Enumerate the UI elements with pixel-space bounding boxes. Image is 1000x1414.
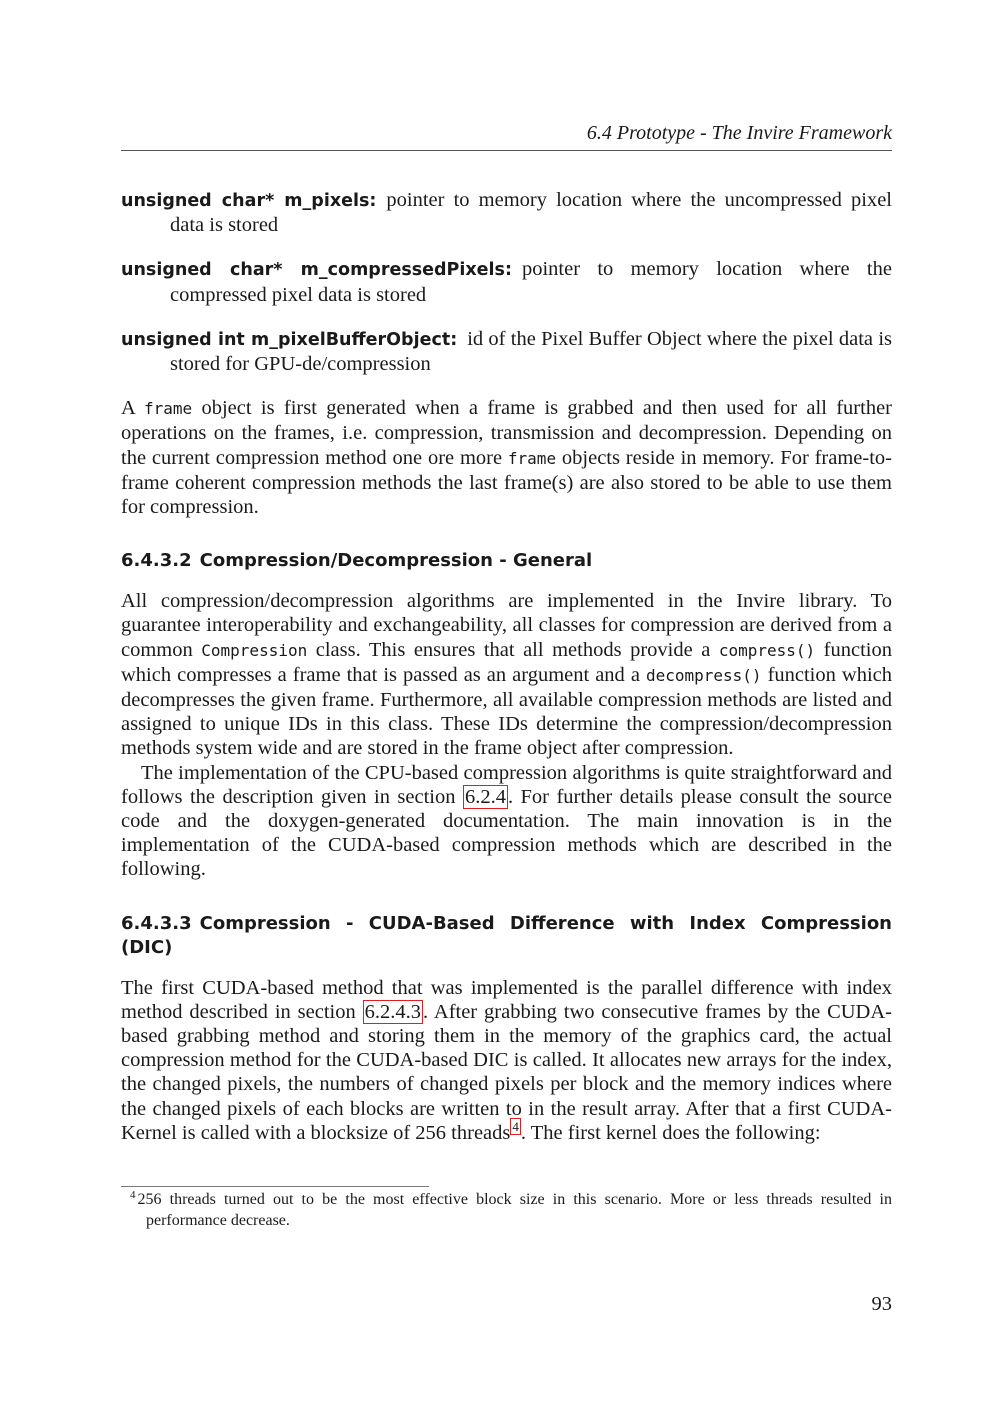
text-run: . For further details please consult the source code and the doxygen-generated documentation. The main innovation is in the implementation of the CUDA-based compression methods which are described in the following. — [121, 785, 893, 881]
text-run: objects reside in memory. For frame-to-frame coherent compression methods the last frame(s) are also stored to be able to use them for compression. — [121, 446, 892, 519]
section-heading-6-4-3-3 — [121, 912, 892, 960]
code-frame: frame — [144, 399, 193, 419]
member-description: id of the Pixel Buffer Object where the pixel data is stored for GPU-de/compression — [170, 327, 892, 376]
section-ref-link[interactable]: 6.2.4 — [464, 785, 506, 808]
section-heading-6-4-3-2 — [121, 549, 892, 573]
text-run: The first CUDA-based method that was implemented is the parallel difference with index method described in section — [121, 976, 892, 1023]
running-header: 6.4 Prototype - The Invire Framework — [586, 122, 892, 144]
page-number: 93 — [871, 1293, 892, 1315]
member-entry-m-pixel-buffer-object — [121, 327, 892, 376]
text-run: class. This ensures that all methods provide a — [307, 638, 719, 661]
dic-paragraph — [121, 976, 892, 1145]
member-description: pointer to memory location where the uncompressed pixel data is stored — [170, 189, 892, 237]
section-number: 6.4.3.2 — [121, 550, 192, 572]
frame-paragraph — [121, 396, 892, 519]
text-run: . The first kernel does the following: — [520, 1121, 821, 1144]
header-rule — [121, 150, 892, 151]
footnote — [121, 1189, 892, 1231]
text-run: The implementation of the CPU-based compression algorithms is quite straightforward and follows the description given in section — [121, 761, 892, 808]
body-text — [121, 188, 892, 1145]
member-entry-m-compressed-pixels — [121, 257, 892, 306]
member-term: unsigned char* m_compressedPixels: — [121, 260, 512, 281]
footnote-ref-link[interactable]: 4 — [512, 1119, 519, 1135]
member-term: unsigned char* m_pixels: — [121, 191, 377, 211]
section-number: 6.4.3.3 — [121, 912, 192, 934]
text-run: function which decompresses the given frame. Furthermore, all available compression methods are listed and assigned to unique IDs in this class. These IDs determine the compression/decompression methods system wide and are stored in the frame object after compression. — [121, 663, 892, 760]
text-run: function which compresses a frame that is passed as an argument and a — [121, 638, 892, 686]
code-compress-function: compress() — [718, 640, 816, 660]
footnote-mark: 4 — [130, 1188, 136, 1201]
text-run: object is first generated when a frame is grabbed and then used for all further operations on the frames, i.e. compression, transmission and decompression. Depending on the current compression method one ore more — [121, 397, 892, 469]
text-run: A — [121, 397, 144, 420]
member-term: unsigned int m_pixelBufferObject: — [121, 329, 458, 350]
general-paragraph-1 — [121, 589, 892, 760]
member-entry-m-pixels — [121, 188, 892, 237]
member-description: pointer to memory location where the compressed pixel data is stored — [170, 258, 892, 306]
text-run: . After grabbing two consecutive frames by the CUDA-based grabbing method and storing them in the memory of the graphics card, the actual compression method for the CUDA-based DIC is called. It allocates new arrays for the index, the changed pixels, the numbers of changed pixels per block and the memory indices where the changed pixels of each blocks are written to in the result array. After that a first CUDA-Kernel is called with a blocksize of 256 threads — [121, 1000, 892, 1144]
footnote-text: 256 threads turned out to be the most effective block size in this scenario. More or less threads resulted in performance decrease. — [137, 1191, 892, 1229]
code-compression-class: Compression — [201, 640, 308, 660]
section-ref-link[interactable]: 6.2.4.3 — [364, 1000, 421, 1023]
section-title: Compression - CUDA-Based Difference with Index Compression (DIC) — [121, 912, 892, 958]
footnote-rule — [121, 1186, 429, 1187]
section-title: Compression/Decompression - General — [199, 550, 593, 572]
text-run: All compression/decompression algorithms are implemented in the Invire library. To guarantee interoperability and exchangeability, all classes for compression are derived from a common — [121, 590, 892, 661]
code-decompress-function: decompress() — [645, 665, 762, 685]
code-frame: frame — [507, 448, 557, 468]
general-paragraph-2 — [121, 761, 892, 882]
